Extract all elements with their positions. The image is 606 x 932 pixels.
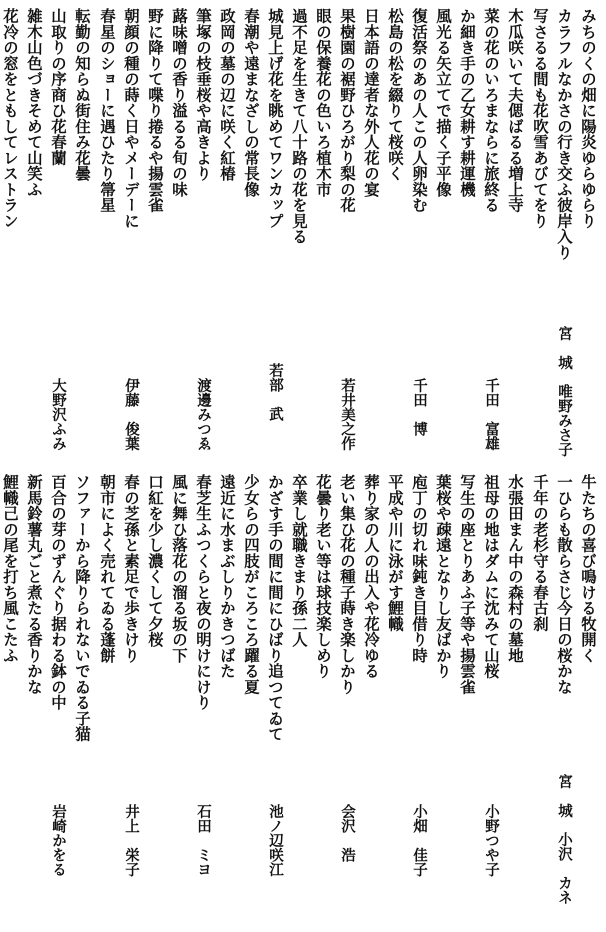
haiku-line: 千年の老杉守る春古刹 [531, 474, 549, 632]
haiku-column [528, 474, 552, 930]
haiku-column [311, 474, 335, 930]
poet-name: 千田 富雄 [483, 378, 500, 451]
poet-name-column [335, 8, 359, 464]
haiku-column [287, 474, 311, 930]
haiku-line: 松島の松を綴りて桜咲く [386, 8, 404, 182]
haiku-line: 春芝生ふつくらと夜の明けにけり [194, 474, 212, 711]
poet-name-column [479, 474, 503, 930]
haiku-column [311, 8, 335, 464]
haiku-column [383, 8, 407, 464]
poet-name-column [335, 474, 359, 930]
poet-name-column [46, 8, 70, 464]
haiku-column [22, 474, 46, 930]
haiku-line: 日本語の達者な外人花の宴 [362, 8, 380, 197]
poet-name: 若部 武 [267, 363, 284, 421]
poet-name-column [552, 8, 576, 464]
haiku-line: 平成や川に泳がす鯉幟 [386, 474, 404, 632]
poet-name-column [119, 8, 143, 464]
poet-name-column [46, 474, 70, 930]
haiku-line: かざす手の間に間にひばり追つてゐて [266, 474, 284, 742]
haiku-line: 庖丁の切れ味鈍き目借り時 [410, 474, 428, 663]
haiku-column [431, 8, 455, 464]
poet-name: 若井美之作 [339, 378, 356, 451]
haiku-line: 野に降りて喋り捲るや揚雲雀 [146, 8, 164, 213]
haiku-column [503, 8, 527, 464]
haiku-line: 百合の芽のずんぐり据わる鉢の中 [49, 474, 67, 711]
poet-name: 渡邊みつゑ [195, 378, 212, 451]
haiku-column [455, 474, 479, 930]
haiku-column [576, 8, 600, 464]
haiku-line: 春星のショーに遇ひたり箒星 [98, 8, 116, 213]
haiku-line: 花冷の窓をともしてレストラン [1, 8, 19, 229]
haiku-column [22, 8, 46, 464]
haiku-column [143, 8, 167, 464]
poet-name-column [407, 474, 431, 930]
haiku-line: 鯉幟己の尾を打ち風こたふ [1, 474, 19, 663]
haiku-column [95, 8, 119, 464]
haiku-line: 転勤の知らぬ街住み花曇 [73, 8, 91, 182]
haiku-line: 果樹園の裾野ひろがり梨の花 [338, 8, 356, 213]
haiku-line: 菜の花のいろまならに旅終る [482, 8, 500, 213]
haiku-line: みちのくの畑に陽炎ゆらゆらり [579, 8, 597, 229]
haiku-column [359, 8, 383, 464]
poet-name: 宮 城 唯野みさ子 [556, 326, 573, 457]
haiku-column [455, 8, 479, 464]
poet-name-column [119, 474, 143, 930]
haiku-line: 政岡の墓の辺に咲く紅椿 [218, 8, 236, 182]
poet-name: 大野沢ふみ [50, 378, 67, 451]
haiku-line: 花曇り老い等は球技楽しめり [314, 474, 332, 679]
haiku-line: 風に舞ひ落花の溜る坂の下 [170, 474, 188, 663]
haiku-line: 卒業し就職きまり孫二人 [290, 474, 308, 648]
haiku-line: 雑木山色づきそめて山笑ふ [25, 8, 43, 197]
haiku-line: 木瓜咲いて夫偲ばるる増上寺 [506, 8, 524, 213]
haiku-line: 葉桜や疎遠となりし友ばかり [434, 474, 452, 679]
poet-name: 岩崎かをる [50, 804, 67, 877]
haiku-line: 一ひらも散らさじ今日の桜かな [555, 474, 573, 695]
poet-name: 小野つや子 [483, 804, 500, 877]
haiku-line: 遠近に水まぶしりかきつばた [218, 474, 236, 679]
poet-name: 伊藤 俊葉 [123, 378, 140, 451]
haiku-line: 春の芝孫と素足で歩きけり [122, 474, 140, 663]
poet-name-column [263, 8, 287, 464]
haiku-line: 朝市によく売れてゐる蓬餅 [98, 474, 116, 663]
haiku-line: 過不足を生きて八十路の花を見る [290, 8, 308, 245]
haiku-column [0, 474, 22, 930]
haiku-column [359, 474, 383, 930]
haiku-column [143, 474, 167, 930]
poet-name: 千田 博 [411, 378, 428, 436]
haiku-column [576, 474, 600, 930]
haiku-line: 春潮や遠まなざしの常長像 [242, 8, 260, 197]
poet-name: 石田 ミヨ [195, 804, 212, 877]
haiku-column [167, 474, 191, 930]
haiku-line: 城見上げ花を眺めてワンカップ [266, 8, 284, 229]
poet-name-column [552, 474, 576, 930]
poet-name: 井上 栄子 [123, 804, 140, 877]
haiku-line: カラフルなかさの行き交ふ彼岸入り [555, 8, 573, 260]
poet-name: 宮 城 小沢 カネ [556, 774, 573, 905]
poet-name-column [191, 474, 215, 930]
poet-name: 会沢 浩 [339, 804, 356, 862]
poet-name-column [479, 8, 503, 464]
haiku-column [70, 8, 94, 464]
haiku-line: 山取りの序商ひ花春蘭 [49, 8, 67, 166]
haiku-column [0, 8, 22, 464]
haiku-line: 水張田まん中の森村の墓地 [506, 474, 524, 663]
haiku-column [383, 474, 407, 930]
lower-haiku-section [0, 474, 606, 930]
haiku-column [95, 474, 119, 930]
haiku-line: 牛たちの喜び鳴ける牧開く [579, 474, 597, 663]
haiku-column [215, 8, 239, 464]
haiku-column [287, 8, 311, 464]
poet-name-column [263, 474, 287, 930]
haiku-line: 復活祭のあの人この人卵染む [410, 8, 428, 213]
haiku-line: 少女らの四肢がころころ躍る夏 [242, 474, 260, 695]
haiku-column [215, 474, 239, 930]
haiku-line: か細き手の乙女耕す耕運機 [458, 8, 476, 197]
haiku-column [239, 8, 263, 464]
haiku-line: 葬り家の人の出入や花冷ゆる [362, 474, 380, 679]
haiku-line: 老い集ひ花の種子蒔き楽しかり [338, 474, 356, 695]
poet-name: 池ノ辺咲江 [267, 804, 284, 877]
haiku-column [239, 474, 263, 930]
poet-name: 小畑 佳子 [411, 804, 428, 877]
haiku-column [503, 474, 527, 930]
haiku-line: 眼の保養花の色いろ植木市 [314, 8, 332, 197]
haiku-line: ソファーから降りられないでゐる子猫 [73, 474, 91, 742]
haiku-line: 筆塚の枝垂桜や高きより [194, 8, 212, 182]
haiku-line: 写生の座とりあふ子等や揚雲雀 [458, 474, 476, 695]
upper-haiku-section [0, 8, 606, 464]
haiku-column [167, 8, 191, 464]
haiku-column [70, 474, 94, 930]
haiku-line: 新馬鈴薯丸ごと煮たる香りかな [25, 474, 43, 695]
poet-name-column [191, 8, 215, 464]
haiku-line: 口紅を少し濃くして夕桜 [146, 474, 164, 648]
haiku-line: 風光る矢立てで描く子平像 [434, 8, 452, 197]
haiku-line: 祖母の地はダムに沈みて山桜 [482, 474, 500, 679]
haiku-line: 蕗味噌の香り溢るる旬の味 [170, 8, 188, 197]
haiku-column [528, 8, 552, 464]
haiku-line: 写さるる間も花吹雪あびてをり [531, 8, 549, 229]
haiku-column [431, 474, 455, 930]
haiku-line: 朝顔の種の蒔く日やメーデーに [122, 8, 140, 229]
poet-name-column [407, 8, 431, 464]
